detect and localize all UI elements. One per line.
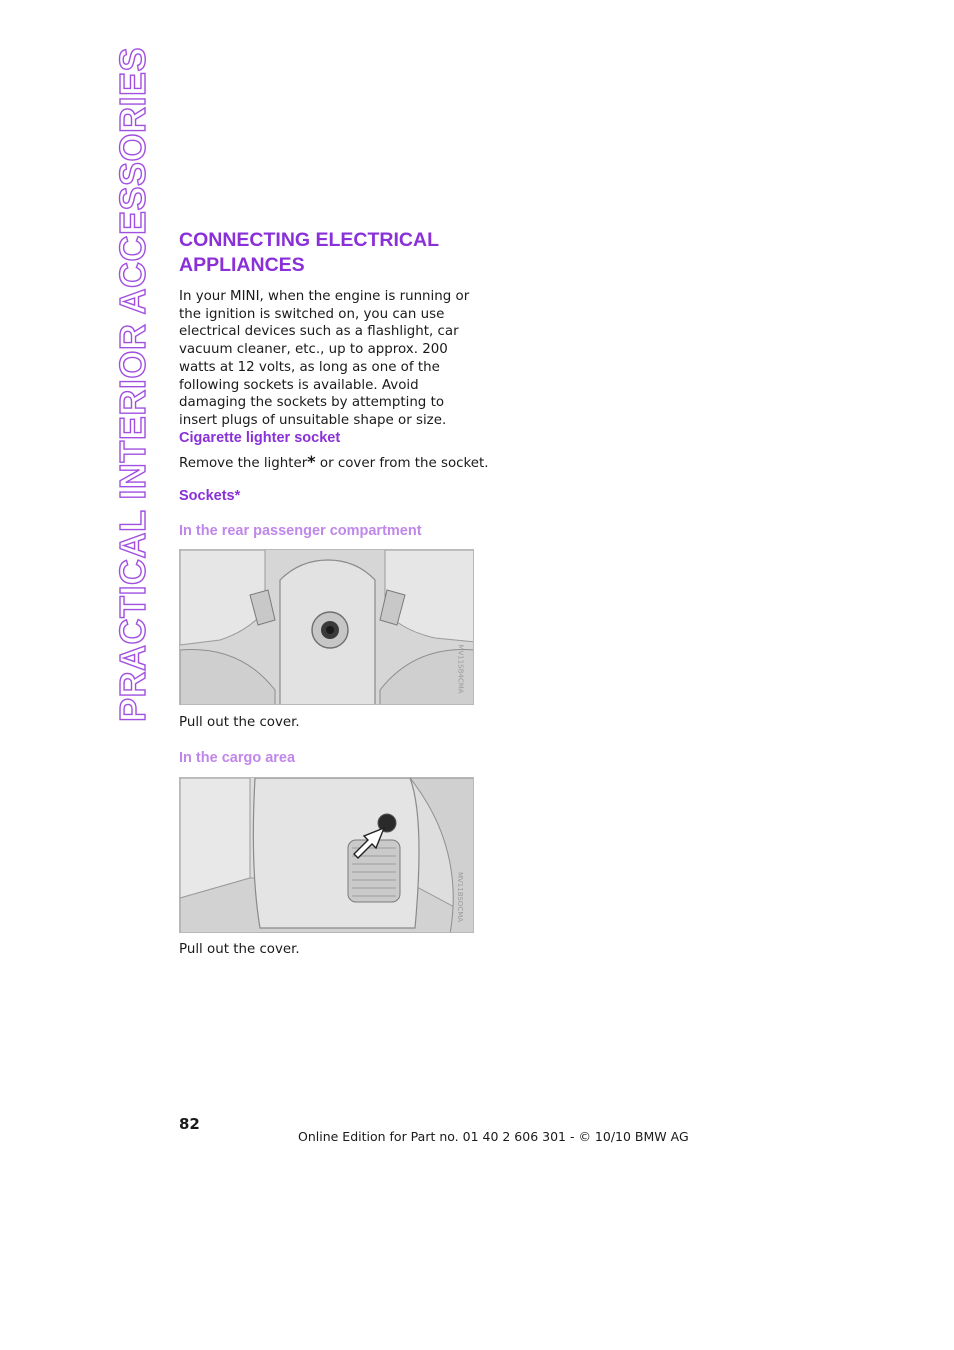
cigarette-lighter-heading: Cigarette lighter socket xyxy=(179,430,341,446)
cigarette-text-after: or cover from the socket. xyxy=(315,456,489,471)
cigarette-text-before: Remove the lighter xyxy=(179,456,308,471)
rear-compartment-heading: In the rear passenger compartment xyxy=(179,523,422,539)
cargo-caption: Pull out the cover. xyxy=(179,942,300,957)
page-heading: CONNECTING ELECTRICAL APPLIANCES xyxy=(179,229,439,276)
rear-caption: Pull out the cover. xyxy=(179,715,300,730)
page-number: 82 xyxy=(179,1115,200,1133)
footer-text: Online Edition for Part no. 01 40 2 606 301 - © 10/10 BMW AG xyxy=(298,1129,689,1144)
cargo-figure-code: MV11BSOCMA xyxy=(455,871,464,923)
cigarette-lighter-text xyxy=(179,452,489,471)
section-side-title: PRACTICAL INTERIOR ACCESSORIES xyxy=(112,46,153,722)
rear-socket-illustration xyxy=(179,549,474,705)
cargo-area-heading: In the cargo area xyxy=(179,750,296,766)
rear-figure-code: MV11SB4CMA xyxy=(456,644,465,694)
sockets-heading: Sockets* xyxy=(179,488,241,504)
optional-asterisk: * xyxy=(307,452,316,471)
intro-paragraph: In your MINI, when the engine is running or the ignition is switched on, you can use electrical devices such as a flashlight, car vacuum cleaner, etc., up to approx. 200 watts at 12 volts, as long as one of the following sockets is available. Avoid damaging the sockets by attempting to insert plugs of unsuitable shape or size. xyxy=(179,289,470,428)
cargo-socket-illustration xyxy=(179,777,474,933)
